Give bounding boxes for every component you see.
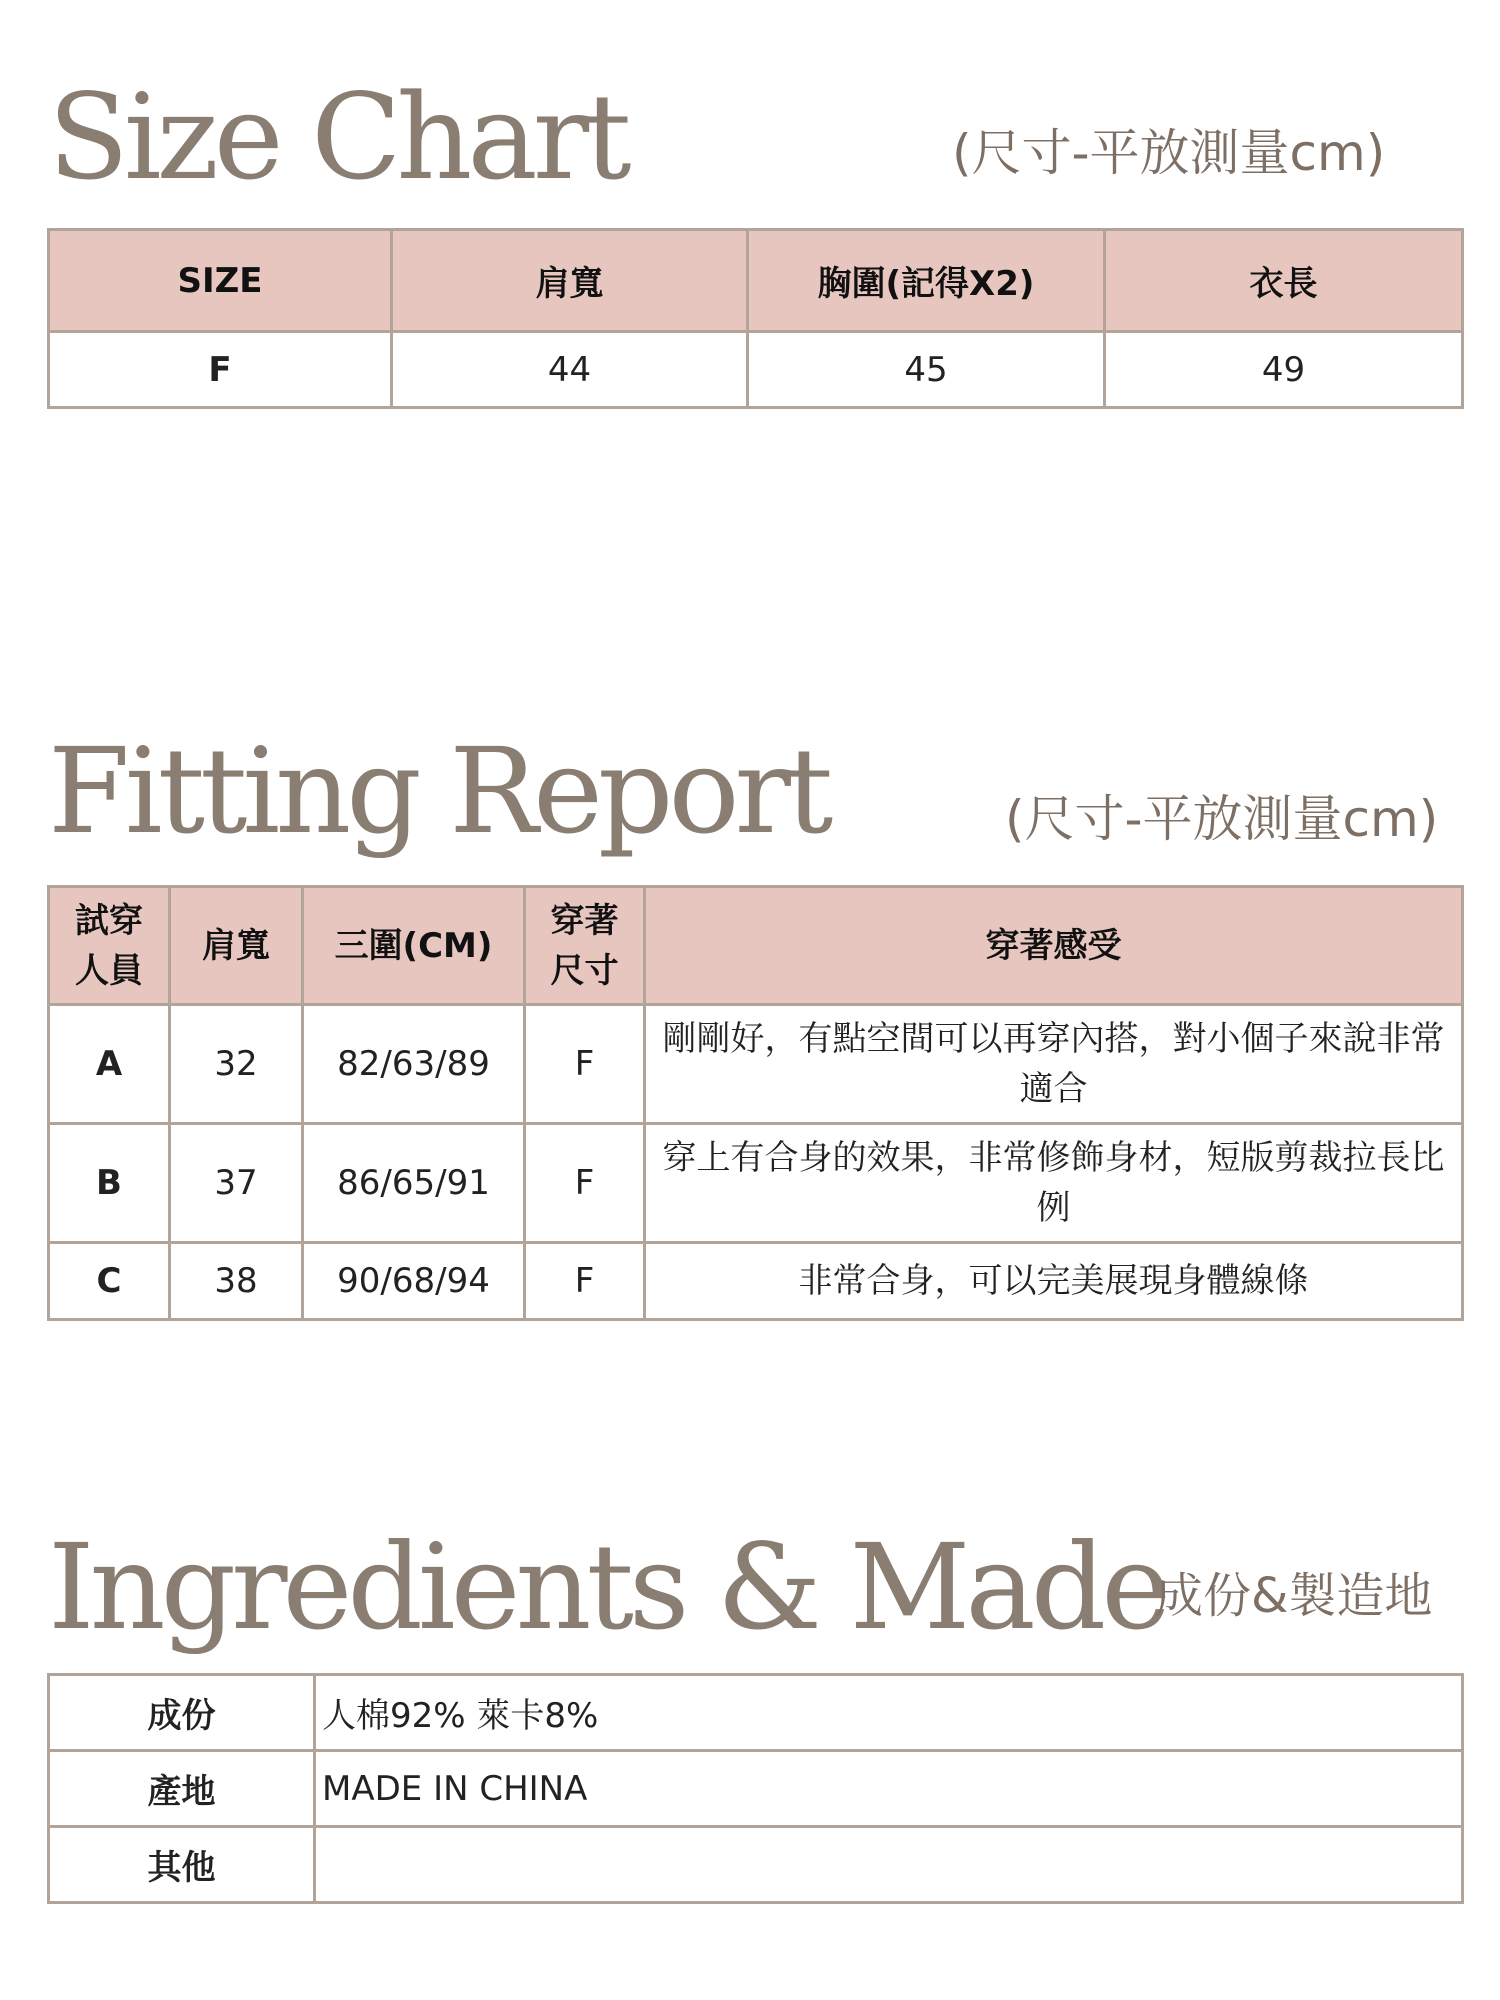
value-composition: 人棉92% 萊卡8%: [315, 1675, 1463, 1751]
table-row: [49, 1124, 1463, 1243]
cell-shoulder-width: 44: [392, 332, 748, 408]
ingredients-table: [47, 1673, 1464, 1904]
ingredients-subtitle: 成份&製造地: [1155, 1568, 1433, 1624]
fitting-report-subtitle: (尺寸-平放測量cm): [1005, 790, 1439, 848]
table-row: [49, 1005, 1463, 1124]
cell-tester: A: [49, 1005, 170, 1124]
fitting-report-table: [47, 885, 1464, 1321]
value-other: [315, 1827, 1463, 1903]
header-size: SIZE: [49, 230, 392, 332]
cell-worn-size: F: [525, 1243, 645, 1320]
ingredients-title: Ingredients & Made: [48, 1518, 1167, 1656]
header-shoulder-width: 肩寬: [170, 887, 303, 1005]
label-origin: 產地: [49, 1751, 315, 1827]
label-other: 其他: [49, 1827, 315, 1903]
cell-worn-size: F: [525, 1005, 645, 1124]
header-measurements: 三圍(CM): [303, 887, 525, 1005]
cell-measurements: 82/63/89: [303, 1005, 525, 1124]
table-row: [49, 1827, 1463, 1903]
cell-feedback: 穿上有合身的效果，非常修飾身材，短版剪裁拉長比例: [645, 1124, 1463, 1243]
cell-feedback: 剛剛好，有點空間可以再穿內搭，對小個子來說非常適合: [645, 1005, 1463, 1124]
fitting-report-title: Fitting Report: [48, 722, 829, 860]
cell-length: 49: [1105, 332, 1463, 408]
label-composition: 成份: [49, 1675, 315, 1751]
cell-shoulder-width: 37: [170, 1124, 303, 1243]
header-tester-label: 試穿人員: [74, 900, 143, 991]
cell-shoulder-width: 32: [170, 1005, 303, 1124]
cell-feedback: 非常合身，可以完美展現身體線條: [645, 1243, 1463, 1320]
value-origin: MADE IN CHINA: [315, 1751, 1463, 1827]
size-chart-title: Size Chart: [48, 68, 627, 206]
header-length: 衣長: [1105, 230, 1463, 332]
table-row: [49, 1751, 1463, 1827]
header-worn-size: [525, 887, 645, 1005]
table-header-row: [49, 887, 1463, 1005]
header-feedback: 穿著感受: [645, 887, 1463, 1005]
size-chart-table: [47, 228, 1464, 409]
table-row: [49, 1243, 1463, 1320]
cell-tester: C: [49, 1243, 170, 1320]
cell-shoulder-width: 38: [170, 1243, 303, 1320]
header-chest: 胸圍(記得X2): [748, 230, 1105, 332]
cell-measurements: 90/68/94: [303, 1243, 525, 1320]
cell-worn-size: F: [525, 1124, 645, 1243]
cell-chest: 45: [748, 332, 1105, 408]
table-row: [49, 1675, 1463, 1751]
header-shoulder-width: 肩寬: [392, 230, 748, 332]
header-worn-size-label: 穿著尺寸: [550, 900, 619, 991]
header-tester: [49, 887, 170, 1005]
cell-measurements: 86/65/91: [303, 1124, 525, 1243]
cell-tester: B: [49, 1124, 170, 1243]
cell-size: F: [49, 332, 392, 408]
size-chart-subtitle: (尺寸-平放測量cm): [952, 124, 1386, 182]
table-header-row: [49, 230, 1463, 332]
table-row: [49, 332, 1463, 408]
